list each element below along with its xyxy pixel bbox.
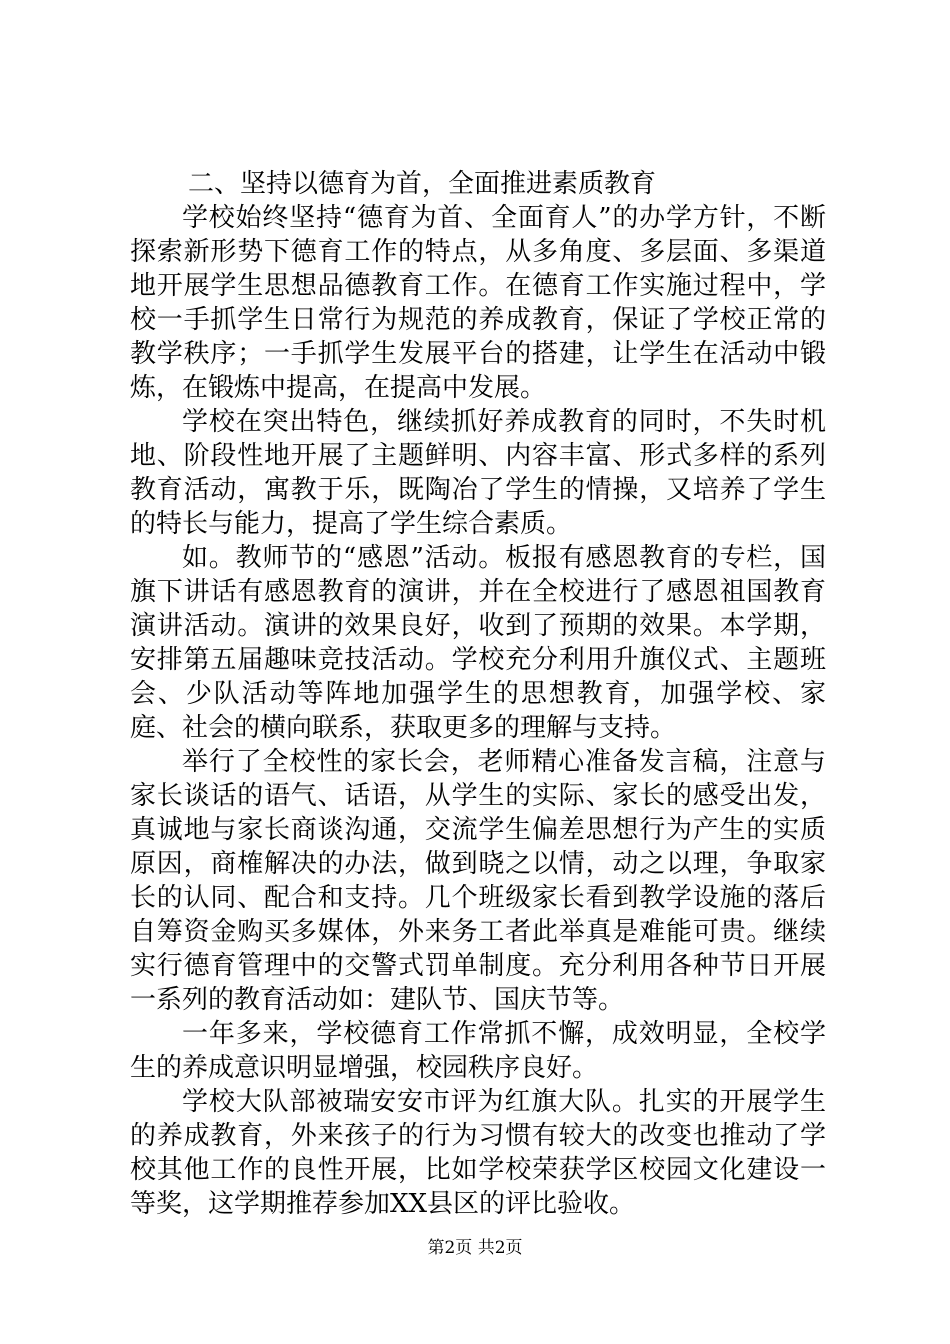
section-heading: 二、坚持以德育为首，全面推进素质教育 <box>188 169 657 199</box>
paragraph: 一年多来，学校德育工作常抓不懈，成效明显，全校学生的养成意识明显增强，校园秩序良好。 <box>130 1019 826 1083</box>
paragraph: 学校大队部被瑞安安市评为红旗大队。扎实的开展学生的养成教育，外来孩子的行为习惯有较大的改变也推动了学校其他工作的良性开展，比如学校荣获学区校园文化建设一等奖，这学期推荐参加XX县区的评比验收。 <box>130 1087 826 1219</box>
paragraph: 举行了全校性的家长会，老师精心准备发言稿，注意与家长谈话的语气、话语，从学生的实际、家长的感受出发，真诚地与家长商谈沟通，交流学生偏差思想行为产生的实质原因，商榷解决的办法，做到晓之以情，动之以理，争取家长的认同、配合和支持。几个班级家长看到教学设施的落后自筹资金购买多媒体，外来务工者此举真是难能可贵。继续实行德育管理中的交警式罚单制度。充分利用各种节日开展一系列的教育活动如：建队节、国庆节等。 <box>130 747 826 1015</box>
page-number-footer: 第2页 共2页 <box>427 1238 523 1258</box>
paragraph: 学校始终坚持“德育为首、全面育人”的办学方针，不断探索新形势下德育工作的特点，从多角度、多层面、多渠道地开展学生思想品德教育工作。在德育工作实施过程中，学校一手抓学生日常行为规范的养成教育，保证了学校正常的教学秩序；一手抓学生发展平台的搭建，让学生在活动中锻炼，在锻炼中提高，在提高中发展。 <box>130 203 826 403</box>
paragraph: 如。教师节的“感恩”活动。板报有感恩教育的专栏，国旗下讲话有感恩教育的演讲，并在全校进行了感恩祖国教育演讲活动。演讲的效果良好，收到了预期的效果。本学期，安排第五届趣味竞技活动。学校充分利用升旗仪式、主题班会、少队活动等阵地加强学生的思想教育，加强学校、家庭、社会的横向联系，获取更多的理解与支持。 <box>130 543 826 743</box>
document-body <box>130 167 826 1221</box>
paragraph: 学校在突出特色，继续抓好养成教育的同时，不失时机地、阶段性地开展了主题鲜明、内容丰富、形式多样的系列教育活动，寓教于乐，既陶冶了学生的情操，又培养了学生的特长与能力，提高了学生综合素质。 <box>130 407 826 539</box>
